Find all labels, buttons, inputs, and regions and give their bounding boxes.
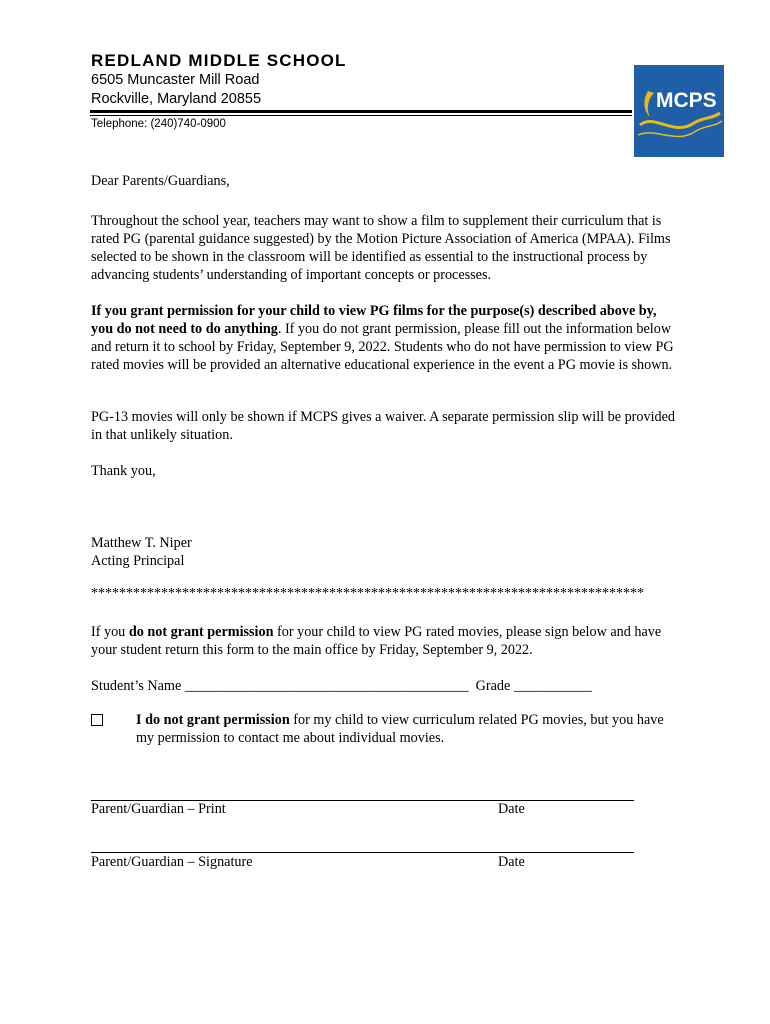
permission-bold-lead: If you grant permission for your child to view PG films for the purpose(s) described above by, you do not need to do anything <box>91 303 657 337</box>
mcps-logo <box>634 65 724 157</box>
consent-bold: I do not grant permission <box>136 712 290 728</box>
pg13-paragraph: PG-13 movies will only be shown if MCPS gives a waiver. A separate permission slip will be provided in that unlikely situation. <box>91 409 675 443</box>
permission-paragraph <box>91 302 681 374</box>
signature-line[interactable] <box>91 852 634 853</box>
intro-paragraph: Throughout the school year, teachers may want to show a film to supplement their curriculum that is rated PG (parental guidance suggested) by the Motion Picture Association of America (MPAA). Films selected to be shown in the classroom will be identified as essential to the instructional process by advancing students’ understanding of important concepts or processes. <box>91 213 671 283</box>
print-label: Parent/Guardian – Print <box>91 801 226 817</box>
greeting: Dear Parents/Guardians, <box>91 173 230 189</box>
signer-title: Acting Principal <box>91 553 185 569</box>
instruction-start: If you <box>91 624 129 640</box>
header-rule-thin <box>90 115 632 116</box>
student-name-grade-line[interactable]: Student’s Name ________________________________________ Grade ___________ <box>91 678 592 694</box>
school-name: REDLAND MIDDLE SCHOOL <box>91 51 347 70</box>
instruction-bold: do not grant permission <box>128 624 274 640</box>
header-rule-thick <box>90 110 632 113</box>
consent-statement <box>136 711 676 747</box>
instruction-end: for your child to view PG rated movies, please sign below and have your student return this form to the main office by Friday, September 9, 2022. <box>91 624 662 658</box>
date-label-2: Date <box>498 854 525 870</box>
date-label-1: Date <box>498 801 525 817</box>
signature-label: Parent/Guardian – Signature <box>91 854 253 870</box>
address-line-2: Rockville, Maryland 20855 <box>91 91 262 107</box>
address-line-1: 6505 Muncaster Mill Road <box>91 72 260 88</box>
closing: Thank you, <box>91 463 156 479</box>
logo-text: MCPS <box>656 89 717 112</box>
permission-rest: . If you do not grant permission, please fill out the information below and return it to school by Friday, September 9, 2022. Students who do not have permission to view PG rated movies will be provided an alternative educational experience in the event a PG movie is shown. <box>91 321 674 373</box>
asterisk-divider: ******************************************************************************* <box>91 586 644 601</box>
consent-rest: for my child to view curriculum related PG movies, but you have my permission to contact me about individual movies. <box>136 712 664 746</box>
telephone: Telephone: (240)740-0900 <box>91 118 226 130</box>
form-instructions <box>91 623 681 659</box>
deny-permission-checkbox[interactable] <box>91 714 103 726</box>
signer-name: Matthew T. Niper <box>91 535 192 551</box>
